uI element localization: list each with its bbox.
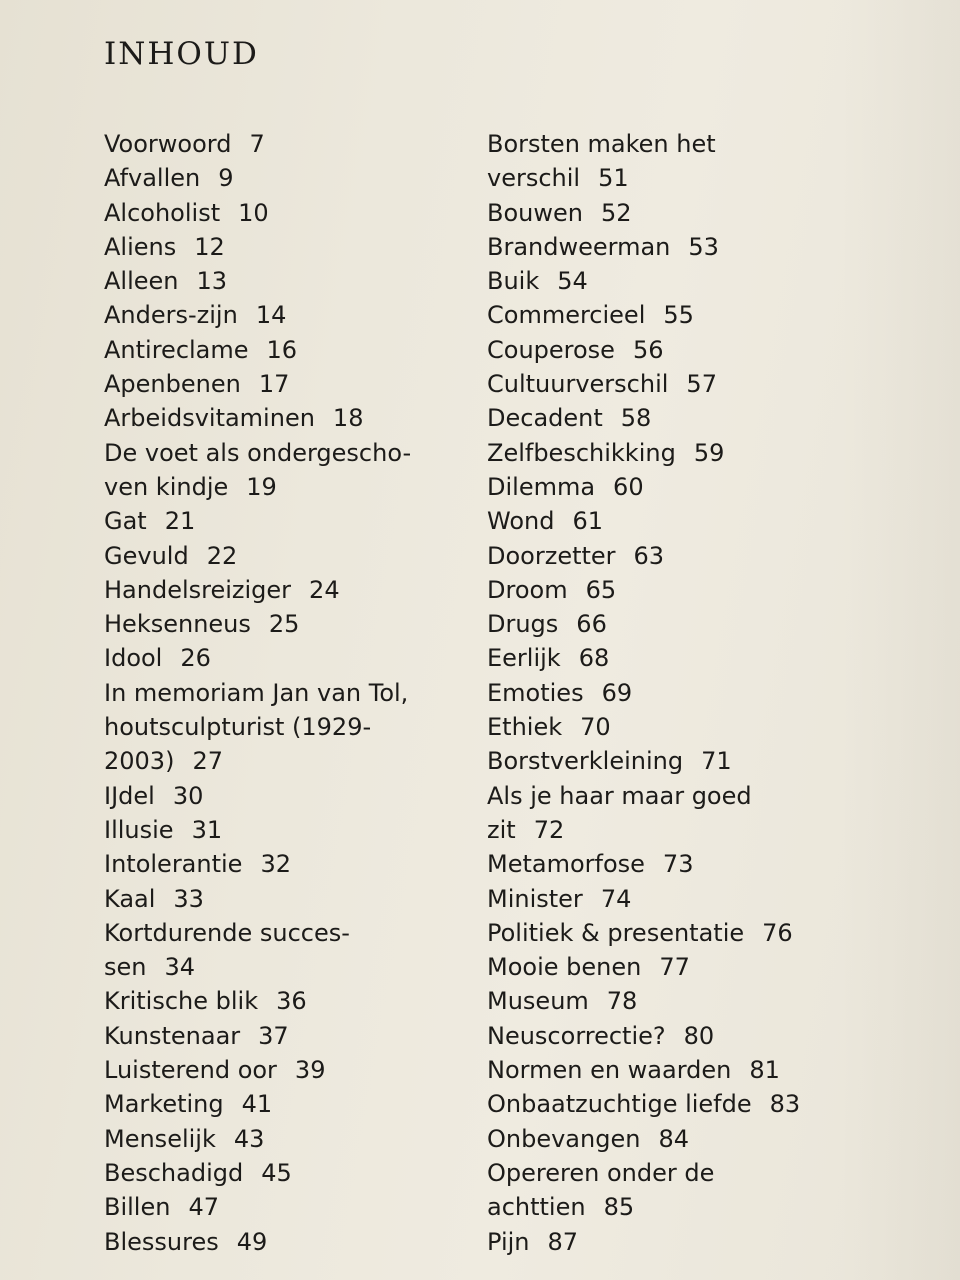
- toc-entry-title: Commercieel: [487, 301, 646, 330]
- page-title: INHOUD: [104, 36, 259, 72]
- toc-page-number: 76: [762, 918, 793, 947]
- toc-entry-title: Antireclame: [104, 335, 249, 364]
- toc-entry: [487, 984, 827, 1018]
- toc-entry-title: Anders-zijn: [104, 301, 238, 330]
- toc-entry-title: Marketing: [104, 1090, 224, 1119]
- toc-page-number: 85: [603, 1193, 635, 1222]
- toc-entry: [104, 161, 464, 195]
- toc-page-number: 27: [192, 747, 223, 776]
- toc-page-number: 65: [585, 575, 617, 604]
- toc-entry: [104, 1087, 464, 1121]
- toc-entry: [487, 436, 827, 470]
- toc-entry: [487, 298, 827, 332]
- toc-entry-title: IJdel: [104, 781, 155, 810]
- toc-entry-title: verschil: [487, 164, 581, 193]
- toc-page-number: 19: [246, 472, 277, 501]
- toc-entry-title: Apenbenen: [104, 370, 241, 399]
- toc-entry-title: Mooie benen: [487, 953, 642, 982]
- toc-page-number: 61: [572, 507, 603, 536]
- toc-page-number: 31: [191, 815, 223, 844]
- toc-left-column: [104, 127, 464, 1259]
- toc-entry: [104, 813, 464, 847]
- toc-entry: [104, 539, 464, 573]
- toc-entry-title: Alleen: [104, 267, 179, 296]
- toc-entry: [104, 1053, 464, 1087]
- toc-page-number: 53: [688, 232, 719, 261]
- toc-entry-title: sen: [104, 953, 147, 982]
- toc-entry-title: Onbevangen: [487, 1124, 641, 1153]
- toc-entry-title: Politiek & presentatie: [487, 918, 745, 947]
- toc-entry-title: Wond: [487, 507, 555, 536]
- toc-entry: [487, 916, 827, 950]
- toc-page-number: 59: [693, 438, 725, 467]
- toc-entry: [487, 1087, 827, 1121]
- toc-page-number: 80: [683, 1021, 715, 1050]
- toc-entry-title: Handelsreiziger: [104, 575, 292, 604]
- toc-page-number: 77: [659, 953, 690, 982]
- toc-entry: [104, 573, 464, 607]
- toc-entry: [487, 401, 827, 435]
- toc-page-number: 52: [600, 198, 632, 227]
- toc-page-number: 78: [606, 987, 638, 1016]
- toc-entry-title: Minister: [487, 884, 583, 913]
- toc-entry: [104, 916, 464, 985]
- toc-page-number: 24: [309, 575, 340, 604]
- toc-page-number: 33: [173, 884, 204, 913]
- toc-entry: [487, 779, 827, 848]
- toc-page-number: 26: [180, 644, 211, 673]
- toc-page-number: 84: [658, 1124, 689, 1153]
- toc-entry: [104, 607, 464, 641]
- toc-page-number: 60: [613, 472, 644, 501]
- toc-entry-title: Gevuld: [104, 541, 189, 570]
- toc-page-number: 10: [238, 198, 269, 227]
- toc-entry: [104, 847, 464, 881]
- toc-page-number: 13: [196, 267, 228, 296]
- toc-entry-title: Normen en waarden: [487, 1056, 732, 1085]
- toc-entry-title: Borstverkleining: [487, 747, 684, 776]
- toc-page-number: 72: [533, 815, 565, 844]
- toc-entry-title: Neuscorrectie?: [487, 1021, 666, 1050]
- page-edge-shadow: [840, 0, 960, 1280]
- toc-entry: [487, 607, 827, 641]
- toc-page-number: 37: [258, 1021, 289, 1050]
- toc-entry-title: Cultuurverschil: [487, 370, 669, 399]
- toc-entry-title: Metamorfose: [487, 850, 645, 879]
- toc-entry: [104, 676, 464, 779]
- toc-page-number: 71: [701, 747, 732, 776]
- toc-page-number: 87: [547, 1227, 579, 1256]
- toc-entry: [487, 847, 827, 881]
- toc-entry: [104, 984, 464, 1018]
- toc-entry: [104, 779, 464, 813]
- toc-page-number: 18: [332, 404, 364, 433]
- toc-entry: [104, 1190, 464, 1224]
- toc-entry: [487, 882, 827, 916]
- toc-entry: [487, 744, 827, 778]
- toc-entry-title: Museum: [487, 987, 589, 1016]
- toc-entry-title: Menselijk: [104, 1124, 216, 1153]
- toc-page-number: 16: [266, 335, 298, 364]
- toc-entry: [487, 1019, 827, 1053]
- toc-page-number: 14: [255, 301, 287, 330]
- toc-entry-title: Kaal: [104, 884, 156, 913]
- toc-page-number: 43: [233, 1124, 265, 1153]
- toc-entry: [487, 1053, 827, 1087]
- toc-entry-title: Couperose: [487, 335, 615, 364]
- toc-entry-title: Eerlijk: [487, 644, 561, 673]
- toc-entry-title: Alcoholist: [104, 198, 221, 227]
- toc-page-number: 54: [557, 267, 588, 296]
- toc-entry-title: Dilemma: [487, 472, 596, 501]
- toc-entry: [104, 367, 464, 401]
- toc-entry: [487, 539, 827, 573]
- toc-entry: [487, 1225, 827, 1259]
- toc-entry-title: Buik: [487, 267, 540, 296]
- toc-page-number: 36: [276, 987, 307, 1016]
- toc-page-number: 25: [268, 610, 300, 639]
- toc-entry: [104, 1122, 464, 1156]
- toc-entry-title: achttien: [487, 1193, 586, 1222]
- toc-entry: [487, 573, 827, 607]
- toc-entry: [487, 710, 827, 744]
- toc-entry: [487, 1122, 827, 1156]
- toc-entry: [104, 230, 464, 264]
- toc-entry: [487, 127, 827, 196]
- toc-page-number: 41: [241, 1090, 273, 1119]
- toc-entry: [104, 436, 464, 505]
- toc-entry-title: Blessures: [104, 1227, 219, 1256]
- toc-entry-title: Voorwoord: [104, 130, 232, 158]
- toc-entry-title: Intolerantie: [104, 850, 243, 879]
- toc-entry-title: Kortdurende succes-: [104, 918, 350, 947]
- toc-entry-title: Aliens: [104, 232, 177, 261]
- toc-page-number: 63: [633, 541, 665, 570]
- toc-entry: [487, 333, 827, 367]
- toc-page-number: 51: [598, 164, 629, 193]
- toc-entry-title: Billen: [104, 1193, 171, 1222]
- toc-page-number: 22: [206, 541, 238, 570]
- toc-entry-title: Brandweerman: [487, 232, 671, 261]
- toc-entry: [487, 641, 827, 675]
- toc-page-number: 69: [601, 678, 633, 707]
- toc-page-number: 32: [260, 850, 291, 879]
- toc-entry: [104, 264, 464, 298]
- toc-entry-title: 2003): [104, 747, 175, 776]
- toc-entry: [104, 127, 464, 161]
- toc-entry: [104, 641, 464, 675]
- toc-page-number: 45: [261, 1158, 292, 1187]
- toc-entry-title: Afvallen: [104, 164, 201, 193]
- toc-entry: [104, 298, 464, 332]
- toc-page-number: 21: [164, 507, 196, 536]
- toc-entry-title: Arbeidsvitaminen: [104, 404, 315, 433]
- toc-entry-title: Illusie: [104, 815, 174, 844]
- toc-entry: [487, 230, 827, 264]
- toc-entry-title: Drugs: [487, 610, 559, 639]
- toc-page-number: 7: [249, 130, 265, 158]
- toc-entry: [487, 504, 827, 538]
- toc-entry-title: Decadent: [487, 404, 603, 433]
- toc-entry: [487, 470, 827, 504]
- toc-entry-title: Emoties: [487, 678, 584, 707]
- toc-entry: [104, 1225, 464, 1259]
- toc-entry-title: ven kindje: [104, 472, 229, 501]
- toc-page-number: 74: [600, 884, 632, 913]
- toc-page-number: 49: [236, 1227, 268, 1256]
- toc-page-number: 68: [578, 644, 610, 673]
- toc-entry: [487, 196, 827, 230]
- toc-page-number: 73: [662, 850, 694, 879]
- toc-entry-title: Onbaatzuchtige liefde: [487, 1090, 752, 1119]
- toc-entry-title: Doorzetter: [487, 541, 616, 570]
- toc-entry: [487, 1156, 827, 1225]
- toc-entry-title: Idool: [104, 644, 163, 673]
- toc-page-number: 70: [580, 713, 611, 742]
- toc-page-number: 66: [576, 610, 607, 639]
- toc-page-number: 34: [164, 953, 196, 982]
- toc-entry: [487, 367, 827, 401]
- toc-page-number: 30: [172, 781, 204, 810]
- toc-entry-title: Beschadigd: [104, 1158, 244, 1187]
- toc-entry-title: Opereren onder de: [487, 1158, 715, 1187]
- toc-page-number: 12: [194, 232, 225, 261]
- toc-entry: [104, 1019, 464, 1053]
- toc-entry-title: Als je haar maar goed: [487, 781, 752, 810]
- toc-entry: [104, 333, 464, 367]
- toc-entry-title: Heksenneus: [104, 610, 251, 639]
- toc-entry: [487, 676, 827, 710]
- toc-entry: [487, 264, 827, 298]
- toc-entry-title: Bouwen: [487, 198, 583, 227]
- toc-entry-title: Gat: [104, 507, 147, 536]
- toc-page-number: 58: [620, 404, 652, 433]
- toc-entry-title: Ethiek: [487, 713, 563, 742]
- toc-page-number: 39: [294, 1056, 326, 1085]
- toc-entry-title: In memoriam Jan van Tol,: [104, 678, 409, 707]
- toc-entry-title: houtsculpturist (1929-: [104, 713, 372, 742]
- toc-entry-title: Zelfbeschikking: [487, 438, 676, 467]
- toc-page-number: 55: [663, 301, 694, 330]
- toc-entry: [104, 504, 464, 538]
- toc-entry-title: De voet als ondergescho-: [104, 438, 412, 467]
- toc-entry: [104, 196, 464, 230]
- toc-entry: [487, 950, 827, 984]
- toc-page-number: 56: [632, 335, 664, 364]
- toc-entry-title: Kritische blik: [104, 987, 259, 1016]
- toc-page-number: 83: [769, 1090, 801, 1119]
- toc-page-number: 57: [686, 370, 717, 399]
- toc-entry-title: Kunstenaar: [104, 1021, 241, 1050]
- toc-right-column: [487, 127, 827, 1259]
- toc-entry-title: Droom: [487, 575, 568, 604]
- toc-entry: [104, 401, 464, 435]
- toc-page-number: 9: [218, 164, 234, 193]
- toc-entry-title: Luisterend oor: [104, 1056, 277, 1085]
- toc-entry-title: zit: [487, 815, 516, 844]
- toc-page-number: 81: [749, 1056, 780, 1085]
- toc-entry: [104, 882, 464, 916]
- toc-entry: [104, 1156, 464, 1190]
- toc-page-number: 47: [188, 1193, 219, 1222]
- toc-entry-title: Borsten maken het: [487, 130, 716, 158]
- toc-page-number: 17: [258, 370, 290, 399]
- toc-entry-title: Pijn: [487, 1227, 530, 1256]
